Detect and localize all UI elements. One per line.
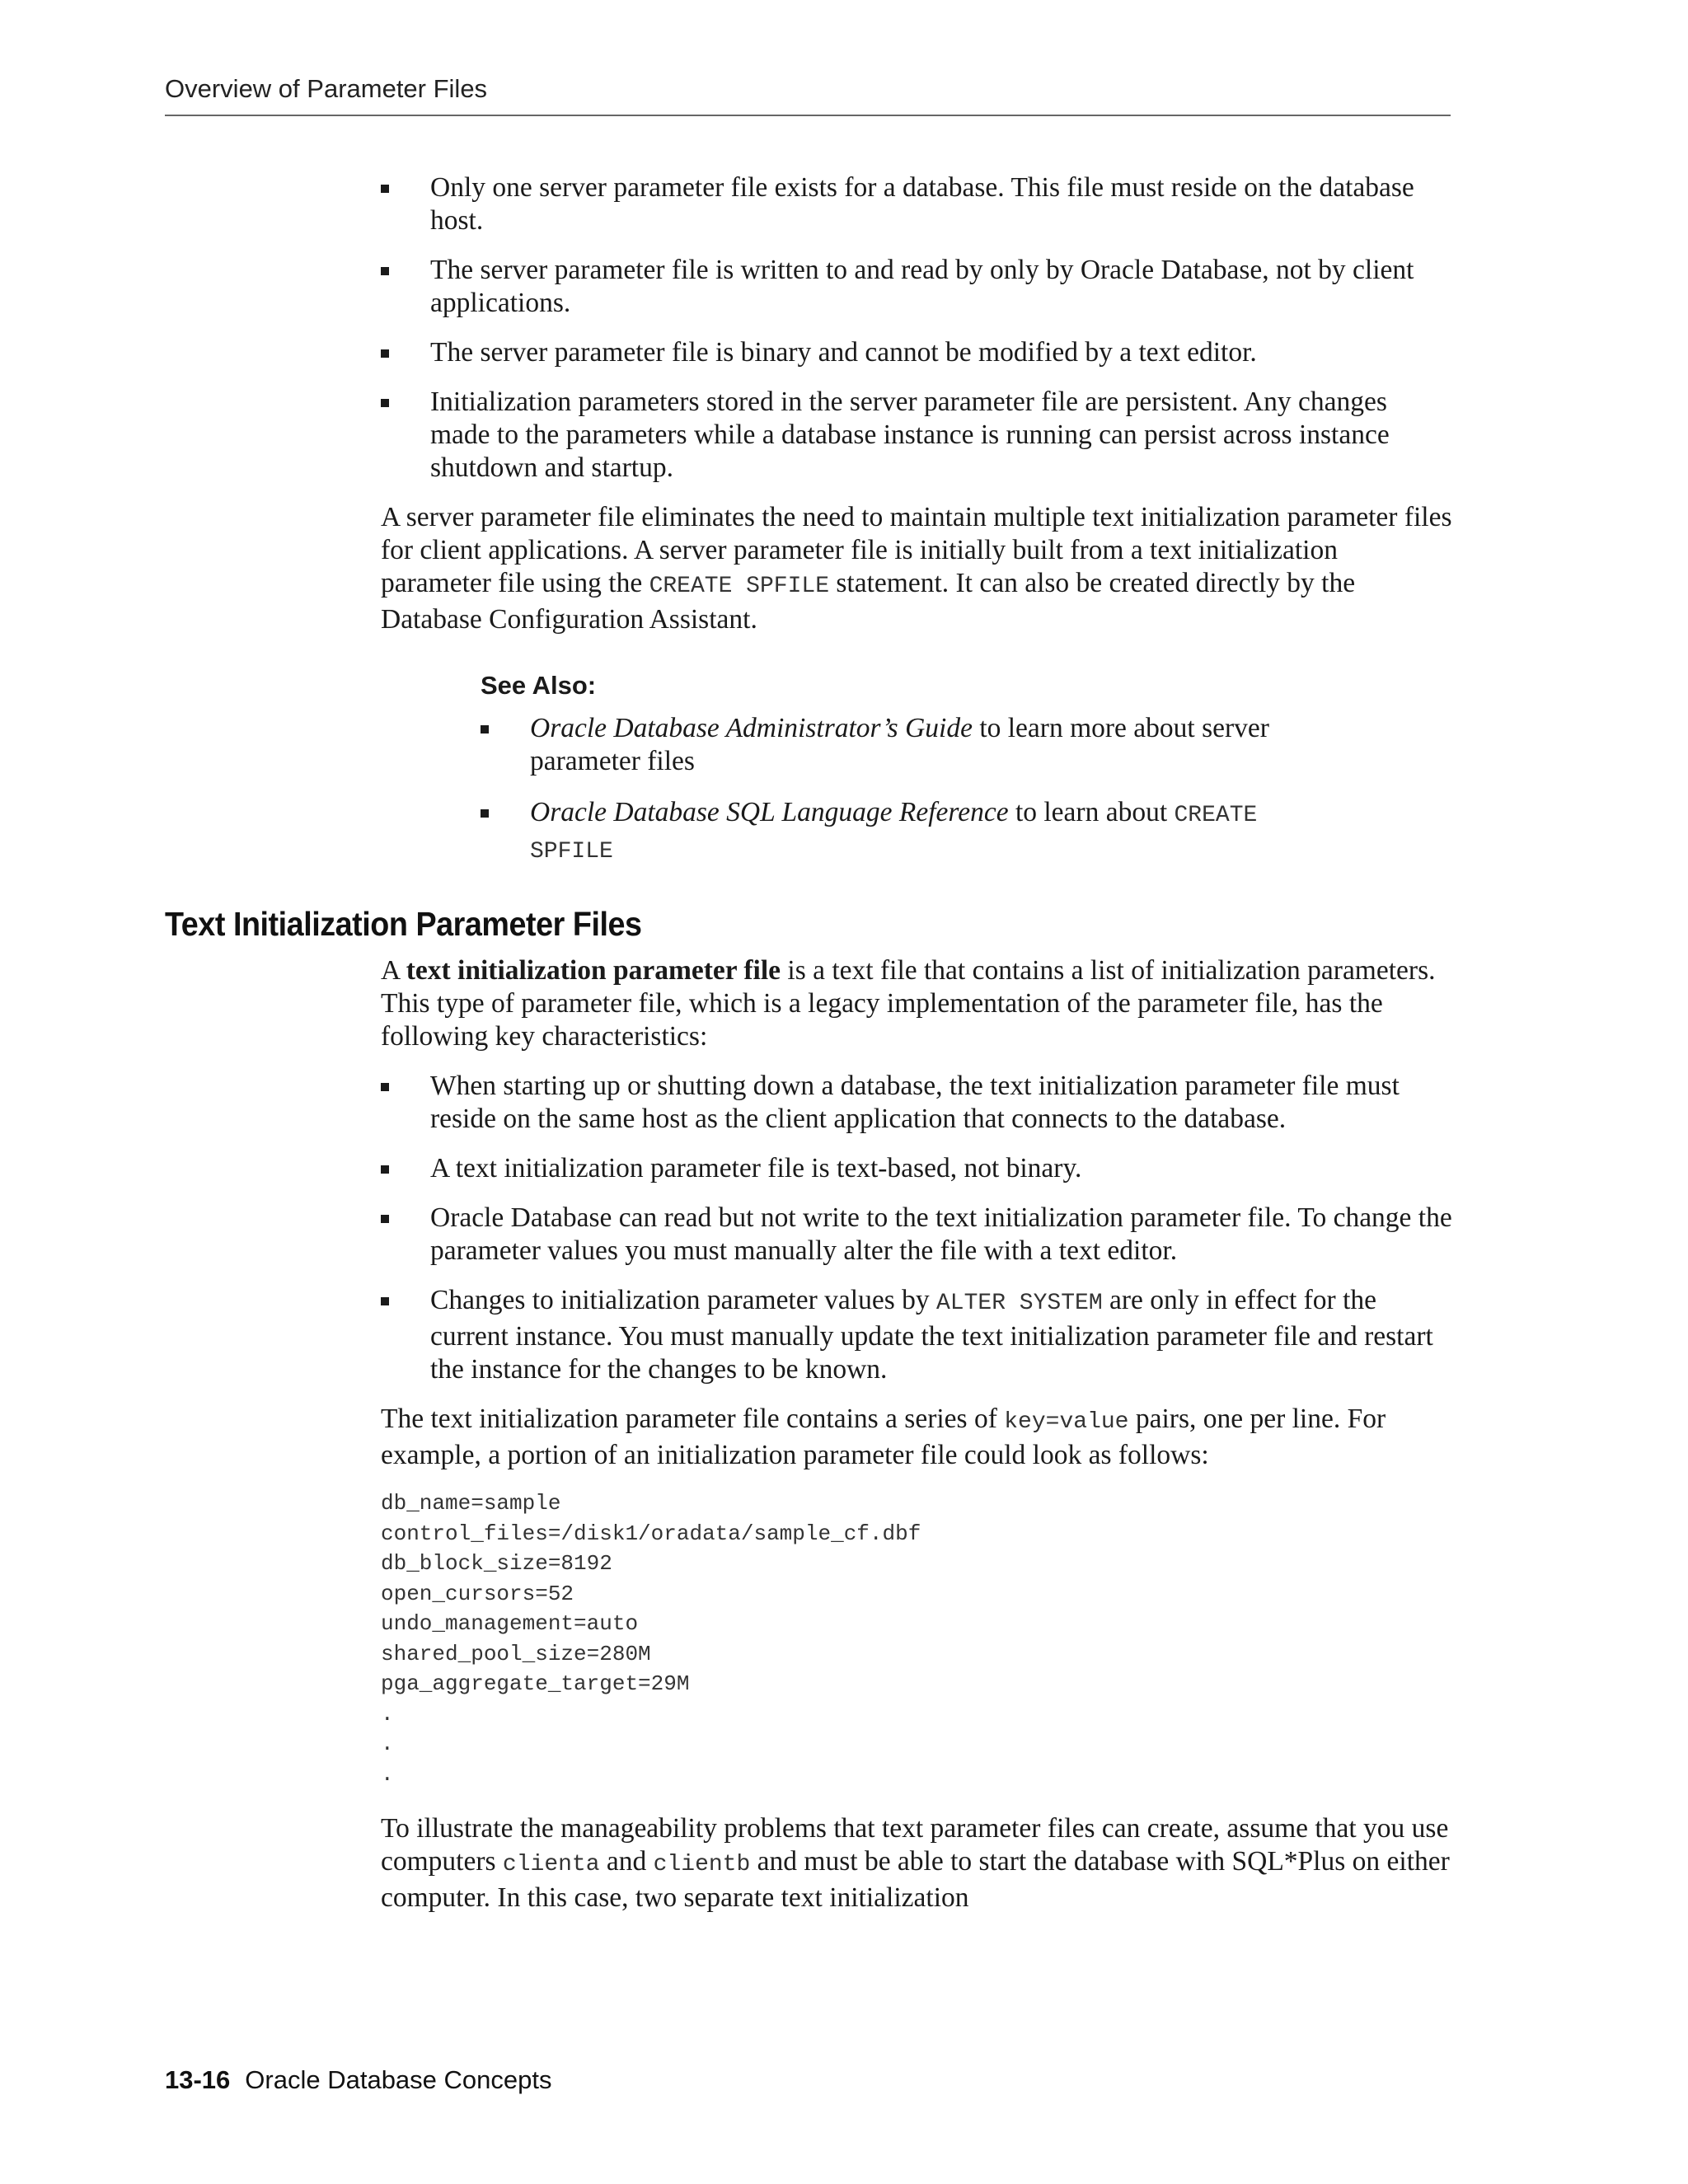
- list-item: The server parameter file is written to and read by only by Oracle Database, not by client applications.: [381, 254, 1452, 320]
- spfile-characteristics-list: [381, 171, 1452, 485]
- example-paragraph: The text initialization parameter file contains a series of key=value pairs, one per line. For example, a portion of an initialization parameter file could look as follows:: [381, 1404, 1386, 1470]
- list-item: The server parameter file is binary and cannot be modified by a text editor.: [381, 336, 1452, 369]
- bullet-icon: [381, 185, 389, 193]
- list-item: Only one server parameter file exists for a database. This file must reside on the database host.: [381, 171, 1452, 237]
- header-rule: [165, 115, 1451, 116]
- inline-code: CREATE SPFILE: [530, 803, 1258, 865]
- inline-code: clienta: [502, 1852, 600, 1877]
- code-example: [381, 1488, 1452, 1789]
- bullet-icon: [381, 1165, 389, 1174]
- bullet-icon: [381, 1215, 389, 1223]
- code-line: db_block_size=8192: [381, 1551, 612, 1576]
- list-item: Initialization parameters stored in the server parameter file are persistent. Any changes made to the parameters while a database instance is running can persist across instance shutdown and startup.: [381, 386, 1452, 485]
- code-line: .: [381, 1732, 394, 1756]
- list-item: A text initialization parameter file is text-based, not binary.: [381, 1152, 1452, 1185]
- book-title-link[interactable]: Oracle Database SQL Language Reference: [530, 797, 1009, 827]
- see-also-box: [481, 669, 1305, 869]
- page-footer: [165, 2065, 552, 2095]
- list-item: Oracle Database Administrator’s Guide to learn more about server parameter files: [481, 712, 1305, 778]
- bullet-icon: [381, 399, 389, 407]
- spfile-paragraph: A server parameter file eliminates the need to maintain multiple text initialization parameter files for client applications. A server parameter file is initially built from a text initialization parameter file using the CREATE SPFILE statement. It can also be created directly by the Database Configuration Assistant.: [381, 502, 1452, 635]
- list-item: Changes to initialization parameter values by ALTER SYSTEM are only in effect for the current instance. You must manually update the text initialization parameter file and restart the instance for the changes to be known.: [381, 1284, 1452, 1386]
- inline-code: key=value: [1004, 1409, 1129, 1435]
- running-header: Overview of Parameter Files: [165, 74, 488, 103]
- code-line: .: [381, 1761, 394, 1787]
- code-line: control_files=/disk1/oradata/sample_cf.dbf: [381, 1521, 921, 1546]
- final-paragraph: To illustrate the manageability problems that text parameter files can create, assume that you use computers clienta and clientb and must be able to start the database with SQL*Plus on either computer. In this case, two separate text initialization: [381, 1813, 1450, 1913]
- bullet-icon: [481, 725, 489, 733]
- text-init-section: [381, 954, 1452, 1931]
- list-item: When starting up or shutting down a database, the text initialization parameter file must reside on the same host as the client application that connects to the database.: [381, 1070, 1452, 1136]
- inline-code: ALTER SYSTEM: [935, 1291, 1103, 1316]
- code-line: open_cursors=52: [381, 1581, 574, 1606]
- list-item: Oracle Database SQL Language Reference to learn about CREATE SPFILE: [481, 796, 1305, 869]
- code-line: .: [381, 1701, 394, 1727]
- defined-term: text initialization parameter file: [406, 955, 781, 986]
- text-init-characteristics-list: [381, 1070, 1452, 1386]
- inline-code: clientb: [653, 1852, 751, 1877]
- see-also-list: [481, 712, 1305, 869]
- bullet-icon: [381, 267, 389, 275]
- code-line: db_name=sample: [381, 1491, 561, 1516]
- spfile-section: [381, 171, 1452, 887]
- page-number: 13-16: [165, 2065, 231, 2094]
- see-also-heading: See Also:: [481, 671, 597, 700]
- code-line: undo_management=auto: [381, 1611, 639, 1636]
- bullet-icon: [381, 1083, 389, 1091]
- bullet-icon: [481, 809, 489, 818]
- bullet-icon: [381, 349, 389, 358]
- section-heading: Text Initialization Parameter Files: [165, 905, 642, 943]
- list-item: Oracle Database can read but not write to the text initialization parameter file. To change the parameter values you must manually alter the file with a text editor.: [381, 1202, 1452, 1268]
- inline-code: CREATE SPFILE: [649, 574, 829, 599]
- code-line: shared_pool_size=280M: [381, 1641, 651, 1666]
- code-line: pga_aggregate_target=29M: [381, 1671, 690, 1696]
- bullet-icon: [381, 1297, 389, 1305]
- book-title: Oracle Database Concepts: [245, 2065, 552, 2094]
- book-title-link[interactable]: Oracle Database Administrator’s Guide: [530, 713, 973, 743]
- intro-paragraph: A text initialization parameter file is a text file that contains a list of initialization parameters. This type of parameter file, which is a legacy implementation of the parameter file, has the following key characteristics:: [381, 955, 1436, 1052]
